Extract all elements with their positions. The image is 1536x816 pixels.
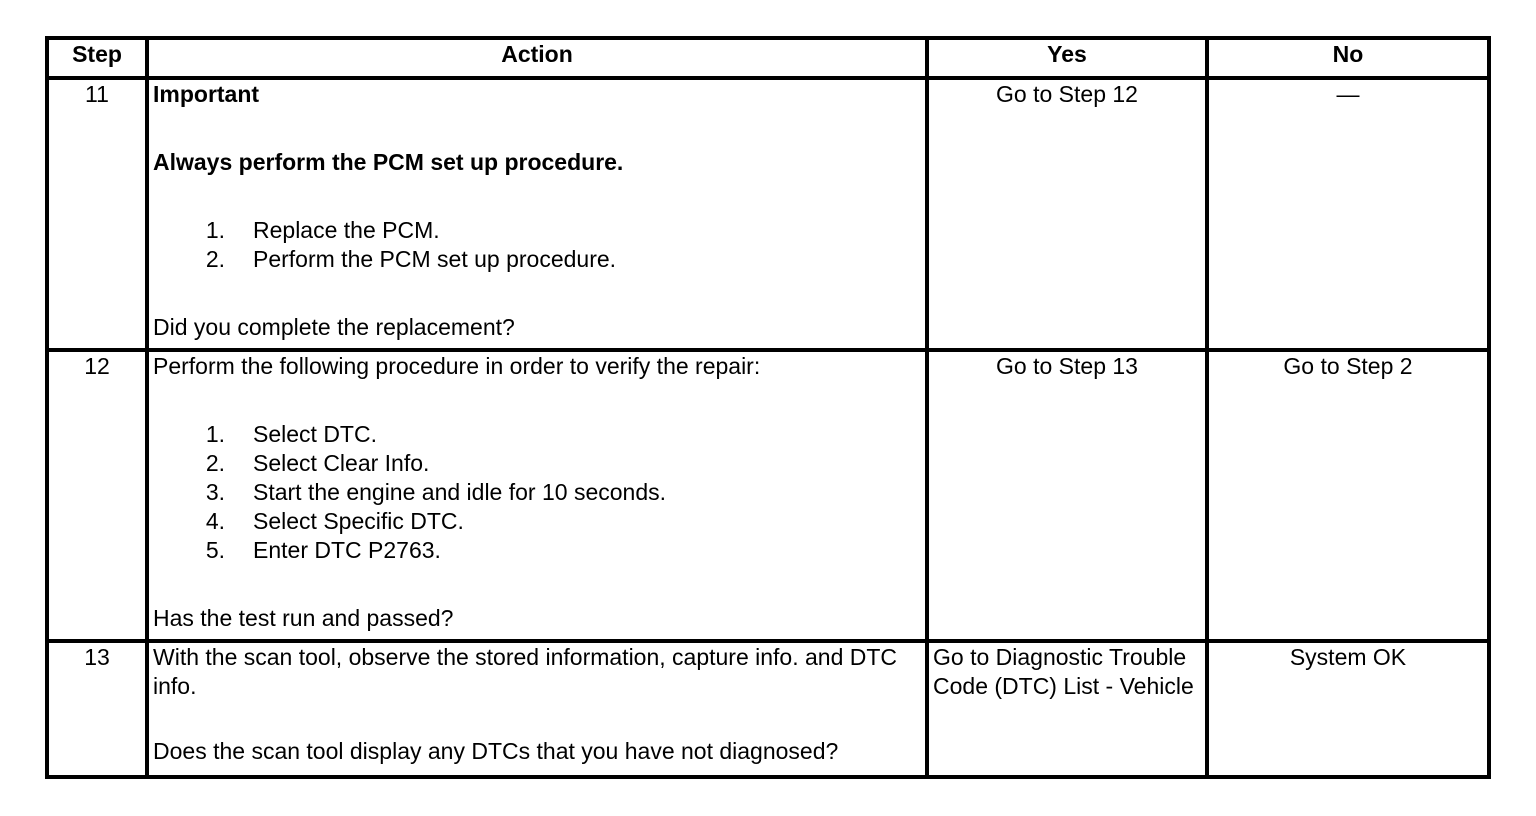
list-item: [153, 245, 921, 274]
list-item: [153, 420, 921, 449]
list-item-number: 1.: [205, 217, 225, 243]
table-row: [47, 641, 1489, 777]
list-item-number: 5.: [205, 537, 225, 563]
header-action: Action: [147, 38, 927, 78]
list-item: [153, 507, 921, 536]
list-item-number: 2.: [205, 246, 225, 272]
yes-cell: Go to Diagnostic Trouble Code (DTC) List - Vehicle: [927, 641, 1207, 777]
important-label: Important: [153, 81, 260, 107]
list-item: [153, 536, 921, 565]
procedure-list: [153, 420, 921, 565]
list-item-text: Replace the PCM.: [253, 217, 440, 243]
action-question: Did you complete the replacement?: [153, 314, 515, 340]
step-number: 13: [47, 641, 147, 777]
list-item-number: 3.: [205, 479, 225, 505]
procedure-list: [153, 216, 921, 274]
diagnostic-table: [45, 36, 1491, 779]
list-item-text: Select Clear Info.: [253, 450, 430, 476]
action-cell: [147, 641, 927, 777]
list-item: [153, 478, 921, 507]
list-item-number: 1.: [205, 421, 225, 447]
action-intro: Perform the following procedure in order to verify the repair:: [153, 353, 761, 379]
header-step: Step: [47, 38, 147, 78]
yes-cell: Go to Step 13: [927, 350, 1207, 641]
step-number: 11: [47, 78, 147, 350]
list-item-number: 4.: [205, 508, 225, 534]
list-item-text: Select Specific DTC.: [253, 508, 464, 534]
table-row: [47, 350, 1489, 641]
list-item-text: Perform the PCM set up procedure.: [253, 246, 617, 272]
header-yes: Yes: [927, 38, 1207, 78]
action-cell: [147, 350, 927, 641]
list-item-number: 2.: [205, 450, 225, 476]
important-note: Always perform the PCM set up procedure.: [153, 149, 624, 175]
list-item: [153, 449, 921, 478]
no-cell: System OK: [1207, 641, 1489, 777]
list-item: [153, 216, 921, 245]
list-item-text: Enter DTC P2763.: [253, 537, 441, 563]
table-row: [47, 78, 1489, 350]
action-cell: [147, 78, 927, 350]
header-no: No: [1207, 38, 1489, 78]
list-item-text: Start the engine and idle for 10 seconds.: [253, 479, 667, 505]
no-cell: —: [1207, 78, 1489, 350]
no-cell: Go to Step 2: [1207, 350, 1489, 641]
step-number: 12: [47, 350, 147, 641]
table-header: [47, 38, 1489, 78]
action-question: Does the scan tool display any DTCs that you have not diagnosed?: [153, 738, 839, 764]
list-item-text: Select DTC.: [253, 421, 377, 447]
yes-cell: Go to Step 12: [927, 78, 1207, 350]
action-intro: With the scan tool, observe the stored information, capture info. and DTC info.: [153, 644, 898, 699]
action-question: Has the test run and passed?: [153, 605, 454, 631]
